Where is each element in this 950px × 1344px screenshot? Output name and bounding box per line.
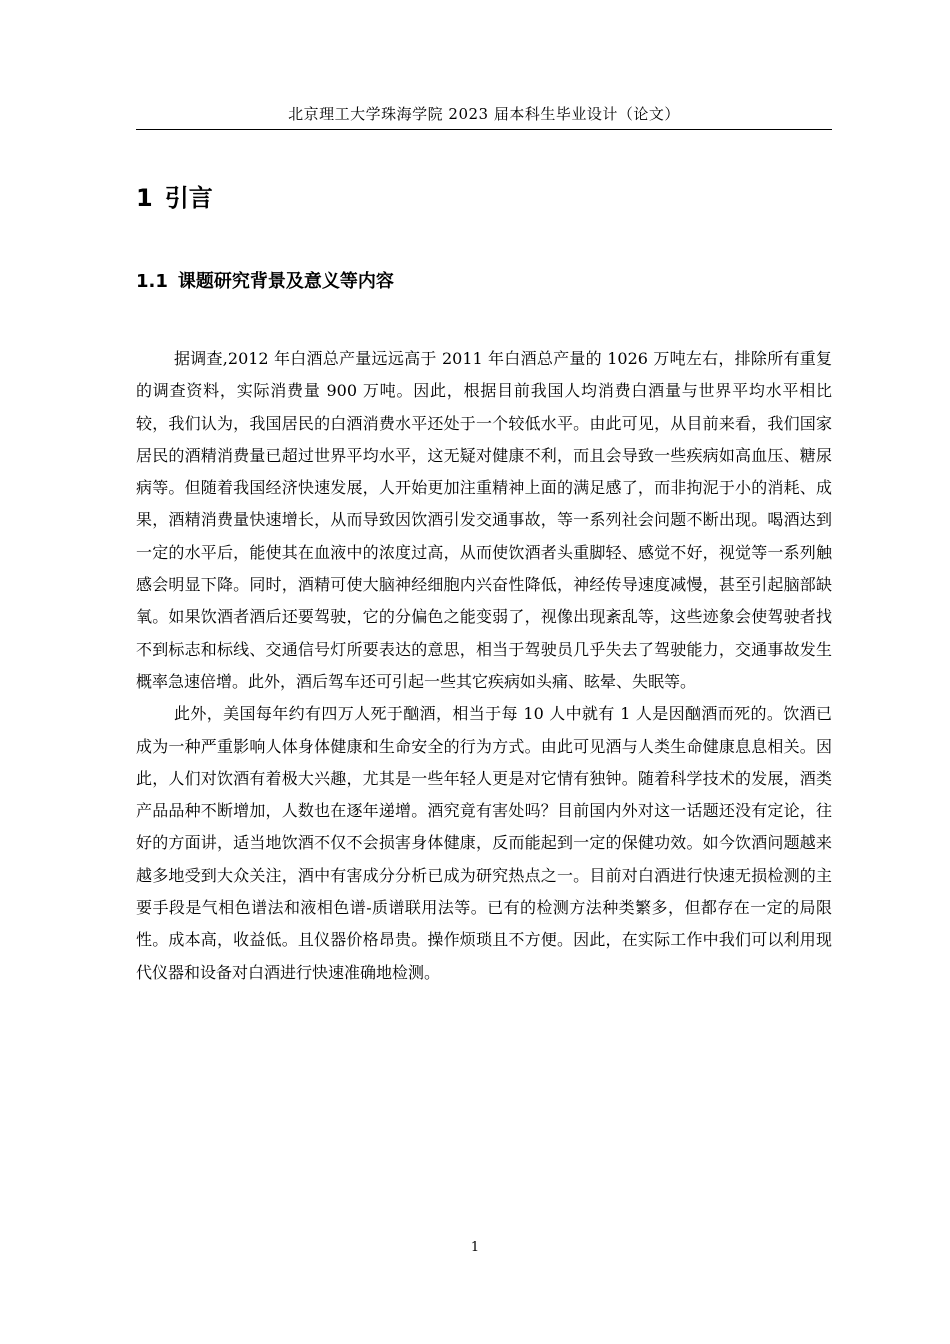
paragraph-2: 此外，美国每年约有四万人死于酗酒，相当于每 10 人中就有 1 人是因酗酒而死的。饮酒已成为一种严重影响人体身体健康和生命安全的行为方式。由此可见酒与人类生命健康息息相关。因此，人们对饮酒有着极大兴趣，尤其是一些年轻人更是对它情有独钟。随着科学技术的发展，酒类产品品种不断增加，人数也在逐年递增。酒究竟有害处吗？目前国内外对这一话题还没有定论，往好的方面讲，适当地饮酒不仅不会损害身体健康，反而能起到一定的保健功效。如今饮酒问题越来越多地受到大众关注，酒中有害成分分析已成为研究热点之一。目前对白酒进行快速无损检测的主要手段是气相色谱法和液相色谱-质谱联用法等。已有的检测方法种类繁多，但都存在一定的局限性。成本高，收益低。且仪器价格昂贵。操作烦琐且不方便。因此，在实际工作中我们可以利用现代仪器和设备对白酒进行快速准确地检测。 [136,704,832,982]
body-text [136,343,832,989]
chapter-number: 1 [136,184,153,212]
header-divider [136,129,832,130]
page-number: 1 [470,1240,480,1255]
section-number: 1.1 [136,271,168,292]
section-title: 课题研究背景及意义等内容 [177,271,394,292]
section-heading [136,268,394,296]
chapter-heading [136,180,213,216]
running-header: 北京理工大学珠海学院 2023 届本科生毕业设计（论文） [288,105,680,123]
chapter-title: 引言 [164,184,213,212]
paragraph-1: 据调查,2012 年白酒总产量远远高于 2011 年白酒总产量的 1026 万吨左右，排除所有重复的调查资料，实际消费量 900 万吨。因此，根据目前我国人均消费白酒量与世界平均水平相比较，我们认为，我国居民的白酒消费水平还处于一个较低水平。由此可见，从目前来看，我们国家居民的酒精消费量已超过世界平均水平，这无疑对健康不利，而且会导致一些疾病如高血压、糖尿病等。但随着我国经济快速发展，人开始更加注重精神上面的满足感了，而非拘泥于小的消耗、成果，酒精消费量快速增长，从而导致因饮酒引发交通事故，等一系列社会问题不断出现。喝酒达到一定的水平后，能使其在血液中的浓度过高，从而使饮酒者头重脚轻、感觉不好，视觉等一系列触感会明显下降。同时，酒精可使大脑神经细胞内兴奋性降低，神经传导速度减慢，甚至引起脑部缺氧。如果饮酒者酒后还要驾驶，它的分偏色之能变弱了，视像出现紊乱等，这些迹象会使驾驶者找不到标志和标线、交通信号灯所要表达的意思，相当于驾驶员几乎失去了驾驶能力，交通事故发生概率急速倍增。此外，酒后驾车还可引起一些其它疾病如头痛、眩晕、失眠等。 [136,349,832,691]
